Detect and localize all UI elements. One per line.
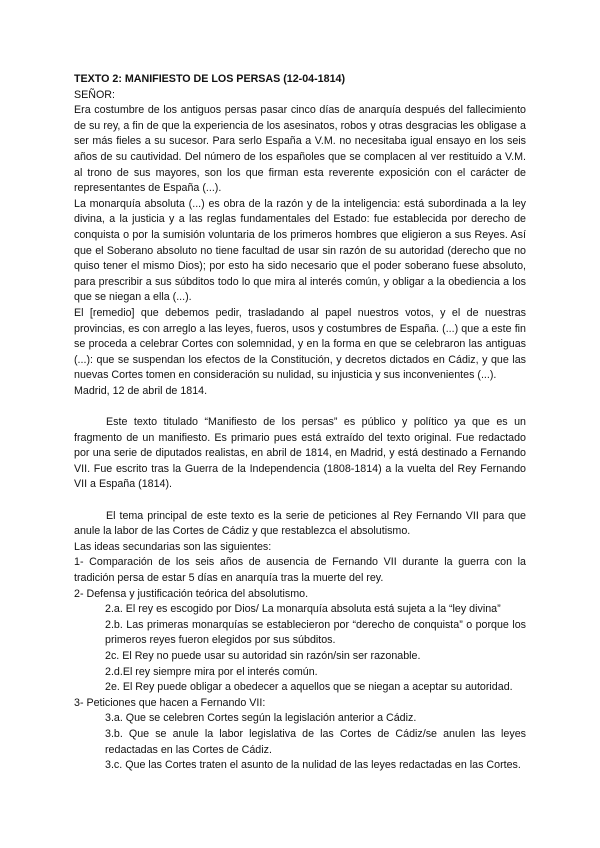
idea-3: 3- Peticiones que hacen a Fernando VII:: [74, 696, 266, 709]
idea-2b: 2.b. Las primeras monarquías se establecieron por “derecho de conquista” o porque los primeros reyes fueron elegidos por sus súbditos.: [105, 618, 526, 647]
place-date: Madrid, 12 de abril de 1814.: [74, 384, 208, 397]
idea-2: 2- Defensa y justificación teórica del absolutismo.: [74, 587, 309, 600]
idea-3a: 3.a. Que se celebren Cortes según la legislación anterior a Cádiz.: [105, 712, 417, 725]
idea-1: 1- Comparación de los seis años de ausencia de Fernando VII durante la guerra con la tradición persa de estar 5 días en anarquía tras la muerte del rey.: [74, 556, 526, 584]
idea-2c: 2c. El Rey no puede usar su autoridad sin razón/sin ser razonable.: [105, 649, 421, 662]
source-paragraph-2: La monarquía absoluta (...) es obra de la razón y de la inteligencia: está subordinada a la ley divina, a la justicia y a las reglas fundamentales del Estado: fue establecida por derecho de conquista o por la sumisión voluntaria de los primeros hombres que eligieron a sus Reyes. Así que el Soberano absoluto no tiene facultad de usar sin razón de su autoridad (derecho que no quiso tener el mismo Dios); por esto ha sido necesario que el poder soberano fuese absoluto, para prescribir a sus súbditos todo lo que mira al interés común, y obligar a la obediencia a los que se niegan a ella (...).: [74, 197, 526, 304]
document-title: TEXTO 2: MANIFIESTO DE LOS PERSAS (12-04-1814): [74, 73, 346, 85]
source-paragraph-1: Era costumbre de los antiguos persas pasar cinco días de anarquía después del fallecimiento de su rey, a fin de que la experiencia de los asesinatos, robos y otras desgracias les obligase a ser más fieles a su sucesor. Para serlo España a V.M. no necesitaba igual ensayo en los seis años de su cautividad. Del número de los españoles que se complacen al ver restituido a V.M. al trono de sus mayores, son los que firman esta reverente exposición con el carácter de representantes de España (...).: [74, 104, 526, 195]
main-theme: El tema principal de este texto es la serie de peticiones al Rey Fernando VII para que anule la labor de las Cortes de Cádiz y que restablezca el absolutismo.: [74, 509, 526, 538]
spacer: [74, 493, 526, 509]
idea-2d: 2.d.El rey siempre mira por el interés común.: [105, 665, 318, 678]
secondary-ideas-heading: Las ideas secundarias son las siguientes:: [74, 540, 272, 553]
idea-3c: 3.c. Que las Cortes traten el asunto de la nulidad de las leyes redactadas en las Cortes.: [105, 759, 521, 772]
salutation: SEÑOR:: [74, 88, 115, 101]
source-paragraph-3: El [remedio] que debemos pedir, trasladando al papel nuestros votos, y el de nuestras provincias, es con arreglo a las leyes, fueros, usos y costumbres de España. (...) que a este fin se proceda a celebrar Cortes con solemnidad, y en la forma en que se celebraron las antiguas (...): que se suspendan los efectos de la Constitución, y decretos dictados en Cádiz, y que las nuevas Cortes tomen en consideración su nulidad, su injusticia y sus inconvenientes (...).: [74, 306, 526, 382]
idea-2e: 2e. El Rey puede obligar a obedecer a aquellos que se niegan a aceptar su autoridad.: [105, 681, 513, 694]
analysis-intro: Este texto titulado “Manifiesto de los persas” es público y político ya que es un fragmento de un manifiesto. Es primario pues está extraído del texto original. Fue redactado por una serie de diputados realistas, en abril de 1814, en Madrid, y está destinado a Fernando VII. Fue escrito tras la Guerra de la Independencia (1808-1814) a la vuelta del Rey Fernando VII a España (1814).: [74, 416, 526, 491]
spacer: [74, 399, 526, 415]
document-body: [74, 72, 526, 774]
idea-3b: 3.b. Que se anule la labor legislativa de las Cortes de Cádiz/se anulen las leyes redactadas en las Cortes de Cádiz.: [105, 727, 526, 756]
idea-2a: 2.a. El rey es escogido por Dios/ La monarquía absoluta está sujeta a la “ley divina”: [105, 603, 501, 616]
